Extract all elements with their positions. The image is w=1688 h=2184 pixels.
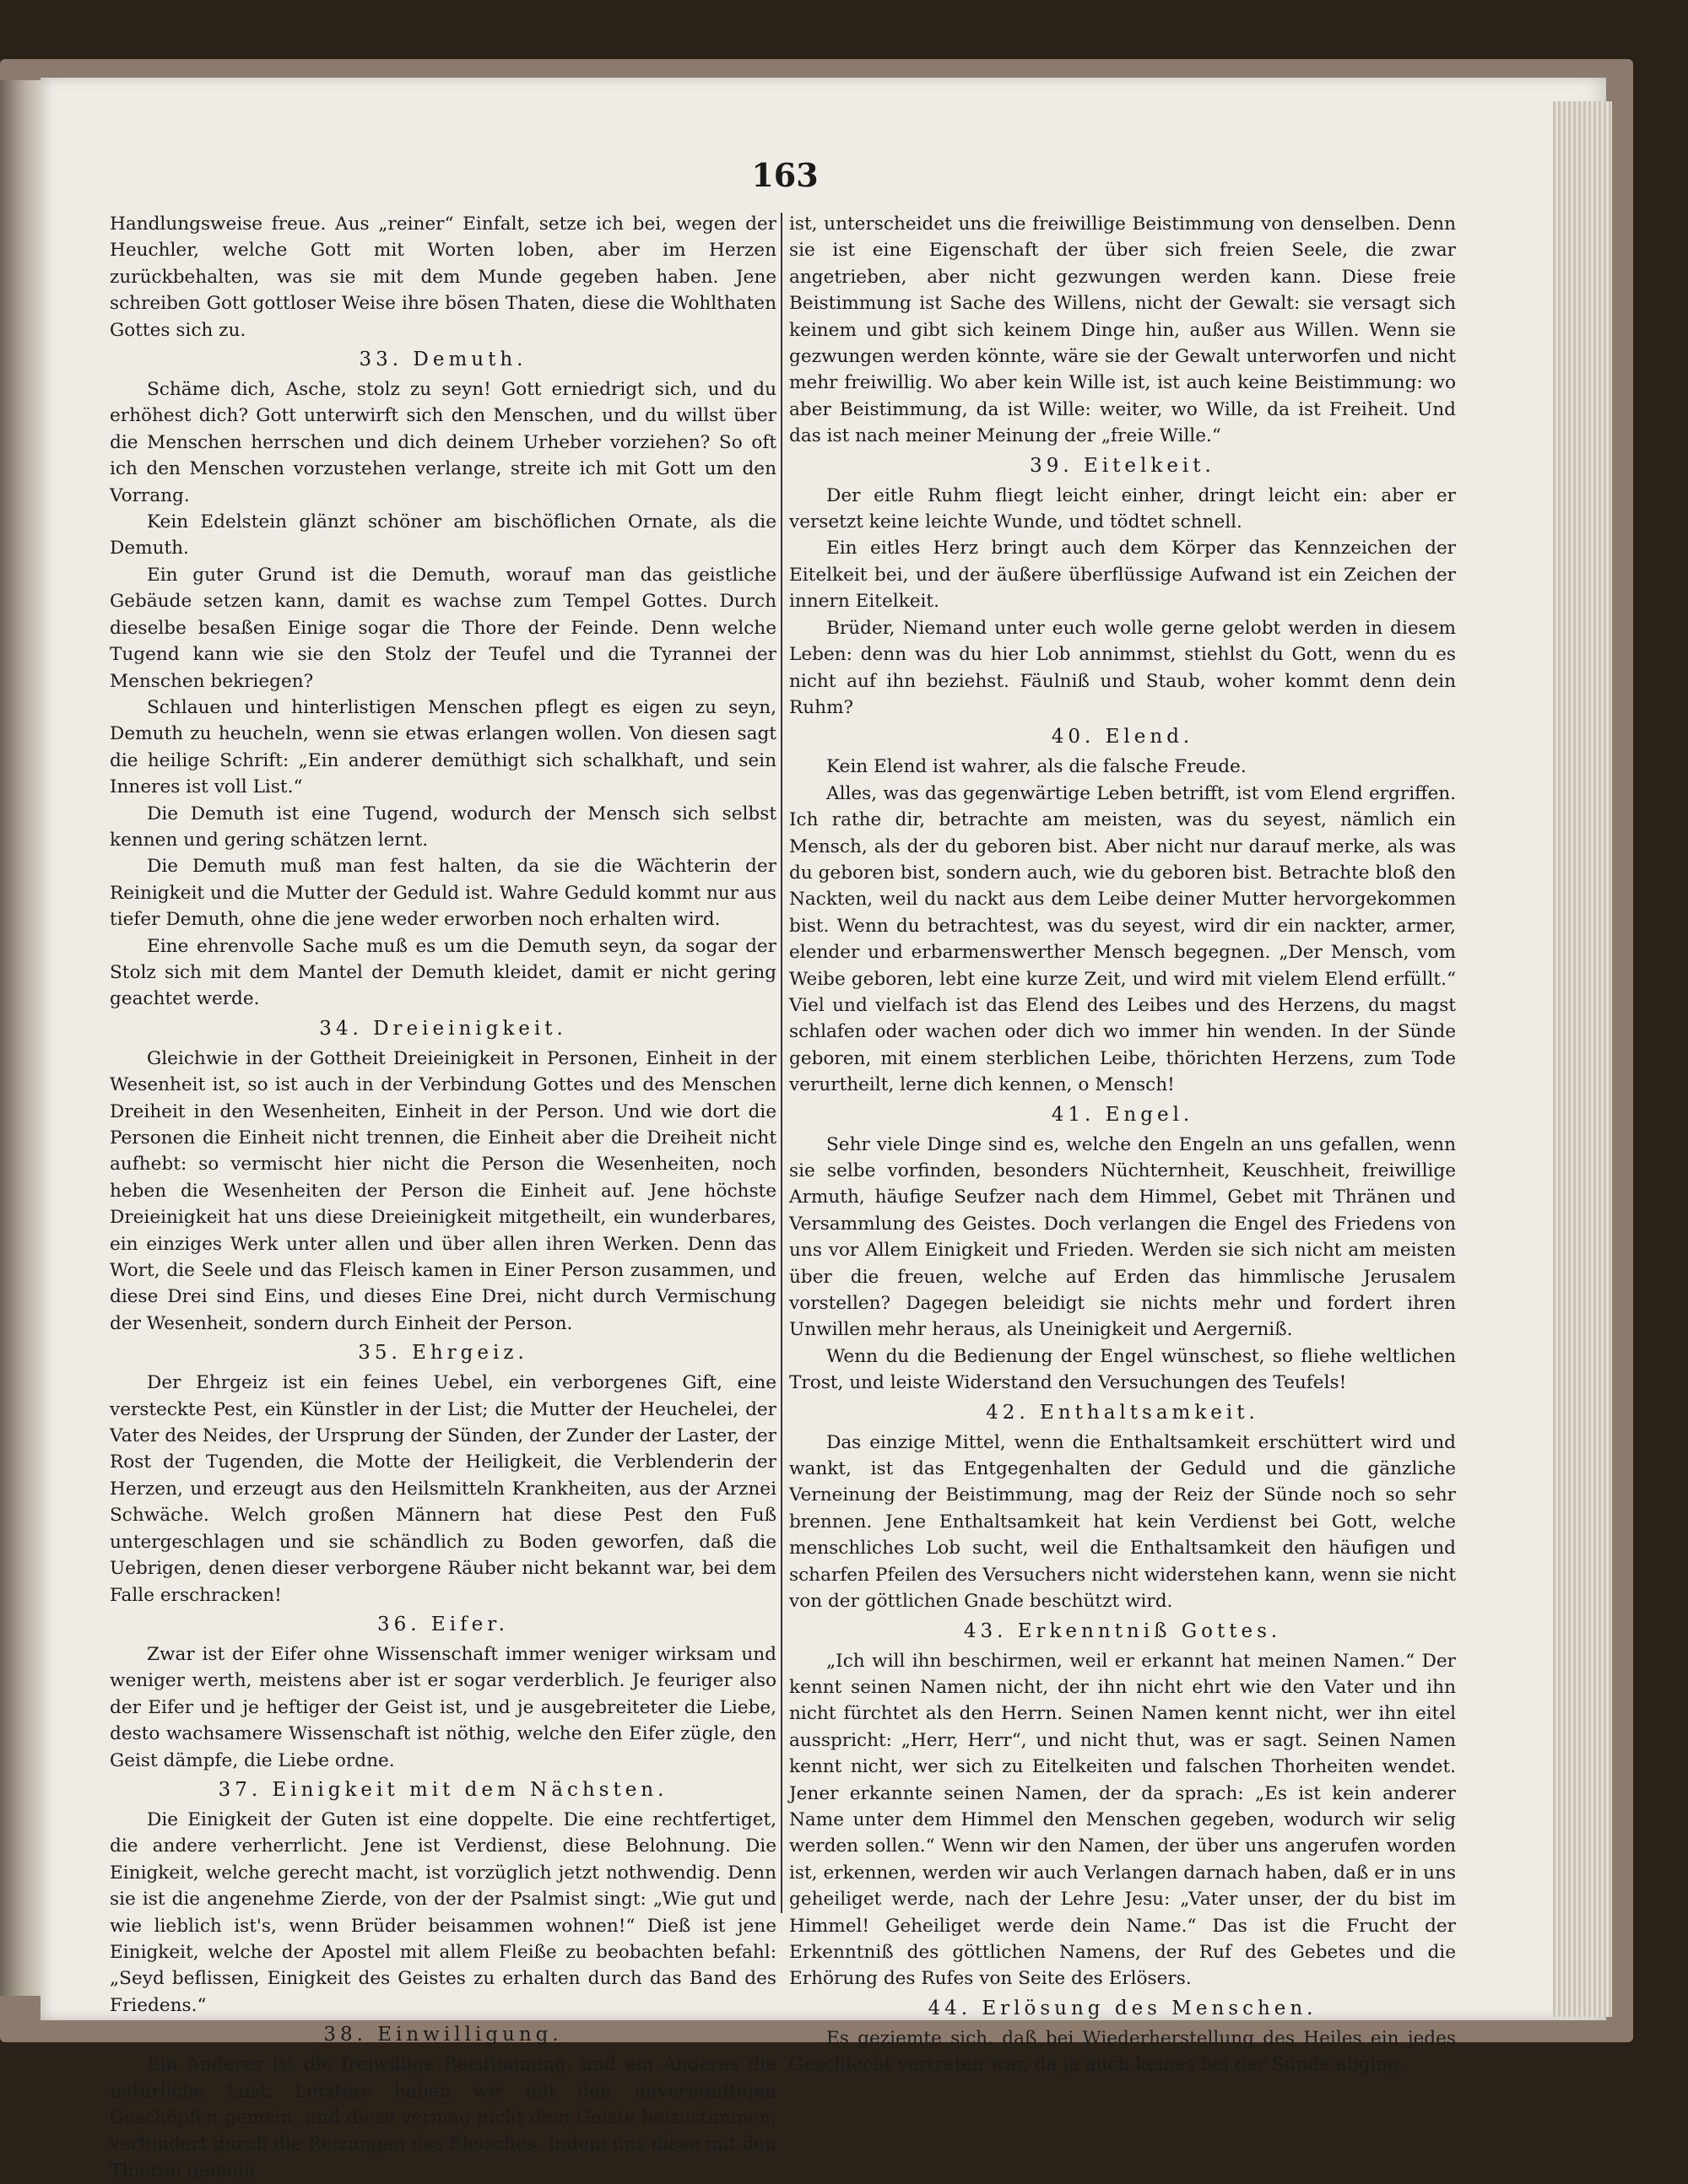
- paragraph: Brüder, Niemand unter euch wolle gerne gelobt werden in diesem Leben: denn was du hier Lob annimmst, stiehlst du Gott, wenn du es nicht auf ihn beziehst. Fäulniß und Staub, woher kommt denn dein Ruhm?: [789, 617, 1456, 718]
- paragraph: Ein guter Grund ist die Demuth, worauf man das geistliche Gebäude setzen kann, damit es wachse zum Tempel Gottes. Durch dieselbe besaßen Einige sogar die Thore der Feinde. Denn welche Tugend kann wie sie den Stolz der Teufel und die Tyrannei der Menschen bekriegen?: [110, 564, 776, 692]
- section-heading: 42. Enthaltsamkeit.: [986, 1401, 1259, 1424]
- column-divider: [781, 213, 782, 1913]
- section-heading: 41. Engel.: [1051, 1103, 1194, 1126]
- paragraph: Eine ehrenvolle Sache muß es um die Demuth seyn, da sogar der Stolz sich mit dem Mantel der Demuth kleidet, damit er nicht gering geachtet werde.: [110, 935, 776, 1010]
- paragraph: Handlungsweise freue. Aus „reiner“ Einfalt, setze ich bei, wegen der Heuchler, welche Gott mit Worten loben, aber im Herzen zurückbehalten, was sie mit dem Munde gegeben haben. Jene schreiben Gott gottloser Weise ihre bösen Thaten, diese die Wohlthaten Gottes sich zu.: [110, 214, 776, 341]
- paragraph: Es geziemte sich, daß bei Wiederherstellung des Heiles ein jedes Geschlecht vertreten war, da ja auch keines bei der Sünde abging.: [789, 2027, 1456, 2076]
- right-page-stack: [1553, 101, 1612, 2017]
- section-heading: 36. Eifer.: [377, 1613, 509, 1635]
- paragraph: Gleichwie in der Gottheit Dreieinigkeit in Personen, Einheit in der Wesenheit ist, so ist auch in der Verbindung Gottes und des Menschen Dreiheit in den Wesenheiten, Einheit in der Person. Und wie dort die Personen die Einheit nicht trennen, die Einheit aber die Dreiheit nicht aufhebt: so vermischt hier nicht die Person die Wesenheiten, noch heben die Wesenheiten der Person die Einheit auf. Jene höchste Dreieinigkeit hat uns diese Dreieinigkeit mitgetheilt, ein wunderbares, ein einziges Werk unter allen und über allen ihren Werken. Denn das Wort, die Seele und das Fleisch kamen in Einer Person zusammen, und diese Drei sind Eins, und dieses Eine Drei, nicht durch Vermischung der Wesenheit, sondern durch Einheit der Person.: [110, 1047, 776, 1334]
- paragraph: Ein eitles Herz bringt auch dem Körper das Kennzeichen der Eitelkeit bei, und der äußere überflüssige Aufwand ist ein Zeichen der innern Eitelkeit.: [789, 538, 1456, 613]
- section-heading: 33. Demuth.: [359, 349, 528, 371]
- section-heading: 39. Eitelkeit.: [1030, 454, 1215, 477]
- section-heading: 34. Dreieinigkeit.: [319, 1017, 567, 1040]
- paragraph: Kein Elend ist wahrer, als die falsche Freude.: [826, 756, 1247, 778]
- section-heading: 35. Ehrgeiz.: [358, 1342, 528, 1365]
- paragraph: Die Demuth ist eine Tugend, wodurch der Mensch sich selbst kennen und gering schätzen lernt.: [110, 803, 776, 851]
- paragraph: Kein Edelstein glänzt schöner am bischöflichen Ornate, als die Demuth.: [110, 511, 776, 560]
- paragraph: Schäme dich, Asche, stolz zu seyn! Gott erniedrigt sich, und du erhöhest dich? Gott unterwirft sich den Menschen, und du willst über die Menschen herrschen und dich deinem Urheber vorziehen? So oft ich den Menschen vorzustehen verlange, streite ich mit Gott um den Vorrang.: [110, 379, 776, 506]
- paragraph: Die Demuth muß man fest halten, da sie die Wächterin der Reinigkeit und die Mutter der Geduld ist. Wahre Geduld kommt nur aus tiefer Demuth, ohne die jene weder erworben noch erhalten wird.: [110, 856, 776, 931]
- left-column: [110, 211, 776, 2184]
- page-number: 163: [751, 156, 819, 194]
- right-column: [789, 211, 1456, 2079]
- paragraph: Der Ehrgeiz ist ein feines Uebel, ein verborgenes Gift, eine versteckte Pest, ein Künstler in der List; die Mutter der Heuchelei, der Vater des Neides, der Ursprung der Sünden, der Zunder der Laster, der Rost der Tugenden, die Motte der Heiligkeit, die Verblenderin der Herzen, und erzeugt aus den Heilsmitteln Krankheiten, aus der Arznei Schwäche. Welch großen Männern hat diese Pest den Fuß untergeschlagen und sie schändlich zu Boden geworfen, daß die Uebrigen, denen dieser verborgene Räuber nicht bekannt war, bei dem Falle erschracken!: [110, 1372, 776, 1606]
- section-heading: 43. Erkenntniß Gottes.: [963, 1619, 1282, 1642]
- section-heading: 44. Erlösung des Menschen.: [928, 1997, 1317, 2019]
- paragraph: Die Einigkeit der Guten ist eine doppelte. Die eine rechtfertiget, die andere verherrlicht. Jene ist Verdienst, diese Belohnung. Die Einigkeit, welche gerecht macht, ist vorzüglich jetzt nothwendig. Denn sie ist die angenehme Zierde, von der der Psalmist singt: „Wie gut und wie lieblich ist's, wenn Brüder beisammen wohnen!“ Dieß ist jene Einigkeit, welche der Apostel mit allem Fleiße zu beobachten befahl: „Seyd beflissen, Einigkeit des Geistes zu erhalten durch das Band des Friedens.“: [110, 1808, 776, 2016]
- paragraph: Sehr viele Dinge sind es, welche den Engeln an uns gefallen, wenn sie selbe vorfinden, besonders Nüchternheit, Keuschheit, freiwillige Armuth, häufige Seufzer nach dem Himmel, Gebet mit Thränen und Versammlung des Geistes. Doch verlangen die Engel des Friedens von uns vor Allem Einigkeit und Frieden. Werden sie sich nicht am meisten über die freuen, welche auf Erden das himmlische Jerusalem vorstellen? Dagegen beleidigt sie nichts mehr und fordert ihren Unwillen mehr heraus, als Uneinigkeit und Aergerniß.: [789, 1133, 1456, 1341]
- paragraph: ist, unterscheidet uns die freiwillige Beistimmung von denselben. Denn sie ist eine Eigenschaft der über sich freien Seele, die zwar angetrieben, aber nicht gezwungen werden kann. Diese freie Beistimmung ist Sache des Willens, nicht der Gewalt: sie versagt sich keinem und gibt sich keinem Dinge hin, außer aus Willen. Wenn sie gezwungen werden könnte, wäre sie der Gewalt unterworfen und nicht mehr freiwillig. Wo aber kein Wille ist, ist auch keine Beistimmung: wo aber Beistimmung, da ist Wille: weiter, wo Wille, da ist Freiheit. Und das ist nach meiner Meinung der „freie Wille.“: [789, 214, 1456, 447]
- paragraph: Alles, was das gegenwärtige Leben betrifft, ist vom Elend ergriffen. Ich rathe dir, betrachte am meisten, was du seyest, nämlich ein Mensch, als der du geboren bist. Aber nicht nur darauf merke, als was du geboren bist, sondern auch, wie du geboren bist. Betrachte bloß den Nackten, weil du nackt aus dem Leibe deiner Mutter hervorgekommen bist. Wenn du betrachtest, was du seyest, wird dir ein nackter, armer, elender und erbarmenswerther Mensch begegnen. „Der Mensch, vom Weibe geboren, lebt eine kurze Zeit, und wird mit vielem Elend erfüllt.“ Viel und vielfach ist das Elend des Leibes und des Herzens, du magst schlafen oder wachen oder dich wo immer hin wenden. In der Sünde geboren, mit einem sterblichen Leibe, thörichten Herzens, zum Tode verurtheilt, lerne dich kennen, o Mensch!: [789, 782, 1456, 1096]
- section-heading: 38. Einwilligung.: [323, 2024, 563, 2046]
- paragraph: Der eitle Ruhm fliegt leicht einher, dringt leicht ein: aber er versetzt keine leichte Wunde, und tödtet schnell.: [789, 484, 1456, 533]
- paragraph: Zwar ist der Eifer ohne Wissenschaft immer weniger wirksam und weniger werth, meistens aber ist er sogar verderblich. Je feuriger also der Eifer und je heftiger der Geist ist, und je ausgebreiteter die Liebe, desto wachsamere Wissenschaft ist nöthig, welche den Eifer zügle, den Geist dämpfe, die Liebe ordne.: [110, 1643, 776, 1771]
- section-heading: 37. Einigkeit mit dem Nächsten.: [218, 1778, 668, 1801]
- paragraph: Schlauen und hinterlistigen Menschen pflegt es eigen zu seyn, Demuth zu heucheln, wenn sie etwas erlangen wollen. Von diesen sagt die heilige Schrift: „Ein anderer demüthigt sich schalkhaft, und sein Inneres ist voll List.“: [110, 696, 776, 798]
- section-heading: 40. Elend.: [1051, 726, 1194, 749]
- left-page-edge: [0, 80, 44, 1996]
- paragraph: Wenn du die Bedienung der Engel wünschest, so fliehe weltlichen Trost, und leiste Widerstand den Versuchungen des Teufels!: [789, 1345, 1456, 1394]
- paragraph: Das einzige Mittel, wenn die Enthaltsamkeit erschüttert wird und wankt, ist das Entgegenhalten der Geduld und die gänzliche Verneinung der Beistimmung, mag der Reiz der Sünde noch so sehr brennen. Jene Enthaltsamkeit hat kein Verdienst bei Gott, welche menschliches Lob sucht, weil die Enthaltsamkeit den häufigen und scharfen Pfeilen des Versuchers nicht widerstehen kann, wenn sie nicht von der göttlichen Gnade beschützt wird.: [789, 1431, 1456, 1613]
- paragraph: „Ich will ihn beschirmen, weil er erkannt hat meinen Namen.“ Der kennt seinen Namen nicht, der ihn nicht ehrt wie den Vater und ihn nicht fürchtet als den Herrn. Seinen Namen kennt nicht, wer ihn eitel ausspricht: „Herr, Herr“, und nicht thut, was er sagt. Seinen Namen kennt nicht, wer sich zu Eitelkeiten und falschen Thorheiten wendet. Jener erkannte seinen Namen, der da sprach: „Es ist kein anderer Name unter dem Himmel den Menschen gegeben, wodurch wir selig werden sollen.“ Wenn wir den Namen, der über uns angerufen worden ist, erkennen, werden wir auch Verlangen darnach haben, daß er in uns geheiliget werde, nach der Lehre Jesu: „Vater unser, der du bist im Himmel! Geheiliget werde dein Name.“ Das ist die Frucht der Erkenntniß des göttlichen Namens, der Ruf des Gebetes und die Erhörung des Rufes von Seite des Erlösers.: [789, 1650, 1456, 1990]
- paragraph: Ein Anderes ist die freiwillige Beistimmung, und ein Anderes die natürliche Lust. Letztere haben wir mit den unvernünftigen Geschöpfen gemein, und diese vermag nicht dem Geiste beizustimmen, verhindert durch die Reizungen des Fleisches. Indem uns diese mit den Thieren gemein: [110, 2054, 776, 2181]
